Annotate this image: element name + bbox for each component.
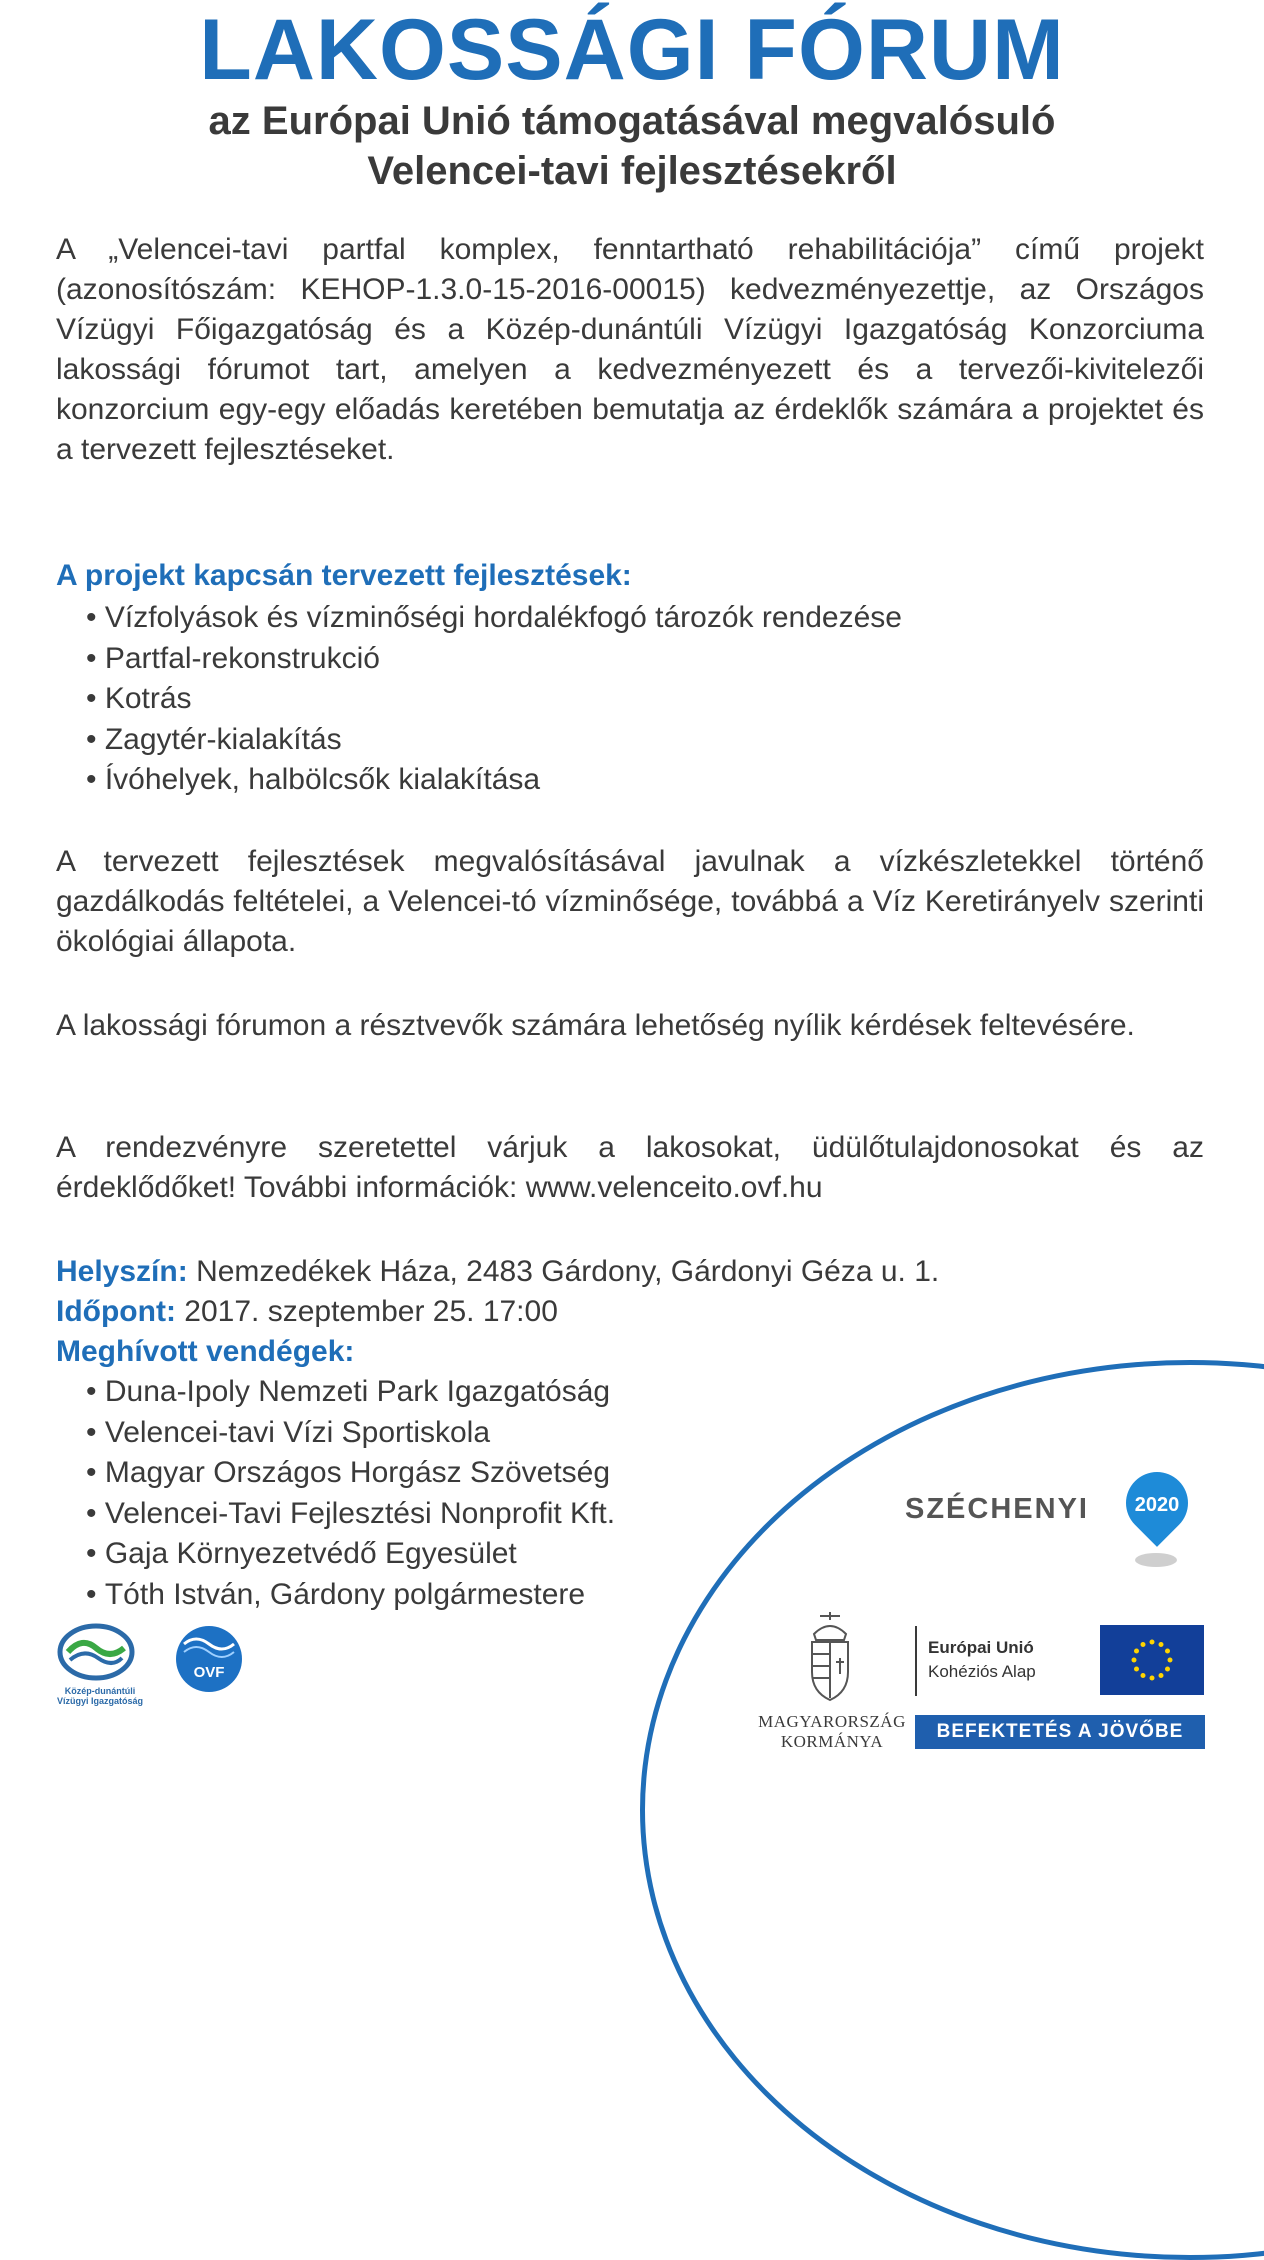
- list-item: • Velencei-tavi Vízi Sportiskola: [86, 1413, 615, 1454]
- list-item: • Duna-Ipoly Nemzeti Park Igazgatóság: [86, 1372, 615, 1413]
- eu-flag-icon: [1100, 1625, 1204, 1695]
- kdv-vizig-logo-text: [50, 1686, 150, 1706]
- list-item: • Gaja Környezetvédő Egyesület: [86, 1534, 615, 1575]
- questions-paragraph: A lakossági fórumon a résztvevők számára lehetőség nyílik kérdések feltevésére.: [56, 1009, 1135, 1042]
- time-value: 2017. szeptember 25. 17:00: [184, 1295, 558, 1328]
- eu-divider: [915, 1626, 917, 1696]
- intro-paragraph: A „Velencei-tavi partfal komplex, fenntartható rehabilitációja” című projekt (azonosítószám: KEHOP-1.3.0-15-2016-00015) kedvezményezettje, az Országos Vízügyi Főigazgatóság és a Közép-dunántúli Vízügyi Igazgatóság Konzorciuma lakossági fórumot tart, amelyen a kedvezményezett és a tervezői-kivitelezői konzorcium egy-egy előadás keretében bemutatja az érdeklők számára a projektet és a tervezett fejlesztéseket.: [56, 233, 1204, 466]
- eu-name: Európai Unió: [928, 1638, 1034, 1657]
- benefits-paragraph: A tervezett fejlesztések megvalósításával javulnak a vízkészletekkel történő gazdálkodás feltételei, a Velencei-tó vízminősége, továbbá a Víz Keretirányelv szerinti ökológiai állapota.: [56, 845, 1204, 958]
- list-item: • Magyar Országos Horgász Szövetség: [86, 1453, 615, 1494]
- guests-list: [86, 1372, 615, 1615]
- subtitle-line-2: Velencei-tavi fejlesztésekről: [367, 149, 897, 193]
- pin-shadow: [1135, 1553, 1177, 1567]
- time-label: Időpont:: [56, 1295, 176, 1328]
- list-item: • Zagytér-kialakítás: [86, 720, 902, 761]
- poster-subtitle: [0, 96, 1264, 196]
- kdv-vizig-logo-icon: [56, 1622, 136, 1684]
- list-item: • Tóth István, Gárdony polgármestere: [86, 1575, 615, 1616]
- gov-line-1: MAGYARORSZÁG: [758, 1712, 906, 1731]
- developments-heading: A projekt kapcsán tervezett fejlesztések:: [56, 559, 632, 592]
- kdv-line-2: Vízügyi Igazgatóság: [56, 1696, 143, 1706]
- list-item: • Kotrás: [86, 679, 902, 720]
- list-item: • Ívóhelyek, halbölcsők kialakítása: [86, 760, 902, 801]
- invitation-paragraph: A rendezvényre szeretettel várjuk a lakosokat, üdülőtulajdonosokat és az érdeklődőket! További információk: www.velenceito.ovf.hu: [56, 1131, 1204, 1204]
- kdv-line-1: Közép-dunántúli: [64, 1686, 136, 1696]
- invest-slogan-banner: BEFEKTETÉS A JÖVŐBE: [915, 1715, 1205, 1749]
- gov-line-2: KORMÁNYA: [780, 1732, 884, 1751]
- guests-heading: Meghívott vendégek:: [56, 1335, 355, 1368]
- location-label: Helyszín:: [56, 1255, 188, 1288]
- government-logo-text: [752, 1712, 912, 1752]
- coat-of-arms-icon: [800, 1612, 860, 1704]
- ovf-logo-icon: [176, 1626, 242, 1692]
- list-item: • Partfal-rekonstrukció: [86, 639, 902, 680]
- time-line: [56, 1292, 558, 1332]
- list-item: • Velencei-Tavi Fejlesztési Nonprofit Kft.: [86, 1494, 615, 1535]
- eu-fund: Kohéziós Alap: [928, 1662, 1036, 1681]
- location-line: [56, 1252, 939, 1292]
- list-item: • Vízfolyások és vízminőségi hordalékfogó tározók rendezése: [86, 598, 902, 639]
- developments-list: [86, 598, 902, 801]
- location-value: Nemzedékek Háza, 2483 Gárdony, Gárdonyi Géza u. 1.: [196, 1255, 940, 1288]
- ovf-logo-text: OVF: [193, 1664, 225, 1681]
- poster-title: LAKOSSÁGI FÓRUM: [199, 2, 1065, 98]
- szechenyi-year: 2020: [1134, 1494, 1180, 1516]
- szechenyi-logo-text: SZÉCHENYI: [905, 1493, 1089, 1525]
- subtitle-line-1: az Európai Unió támogatásával megvalósuló: [208, 99, 1056, 143]
